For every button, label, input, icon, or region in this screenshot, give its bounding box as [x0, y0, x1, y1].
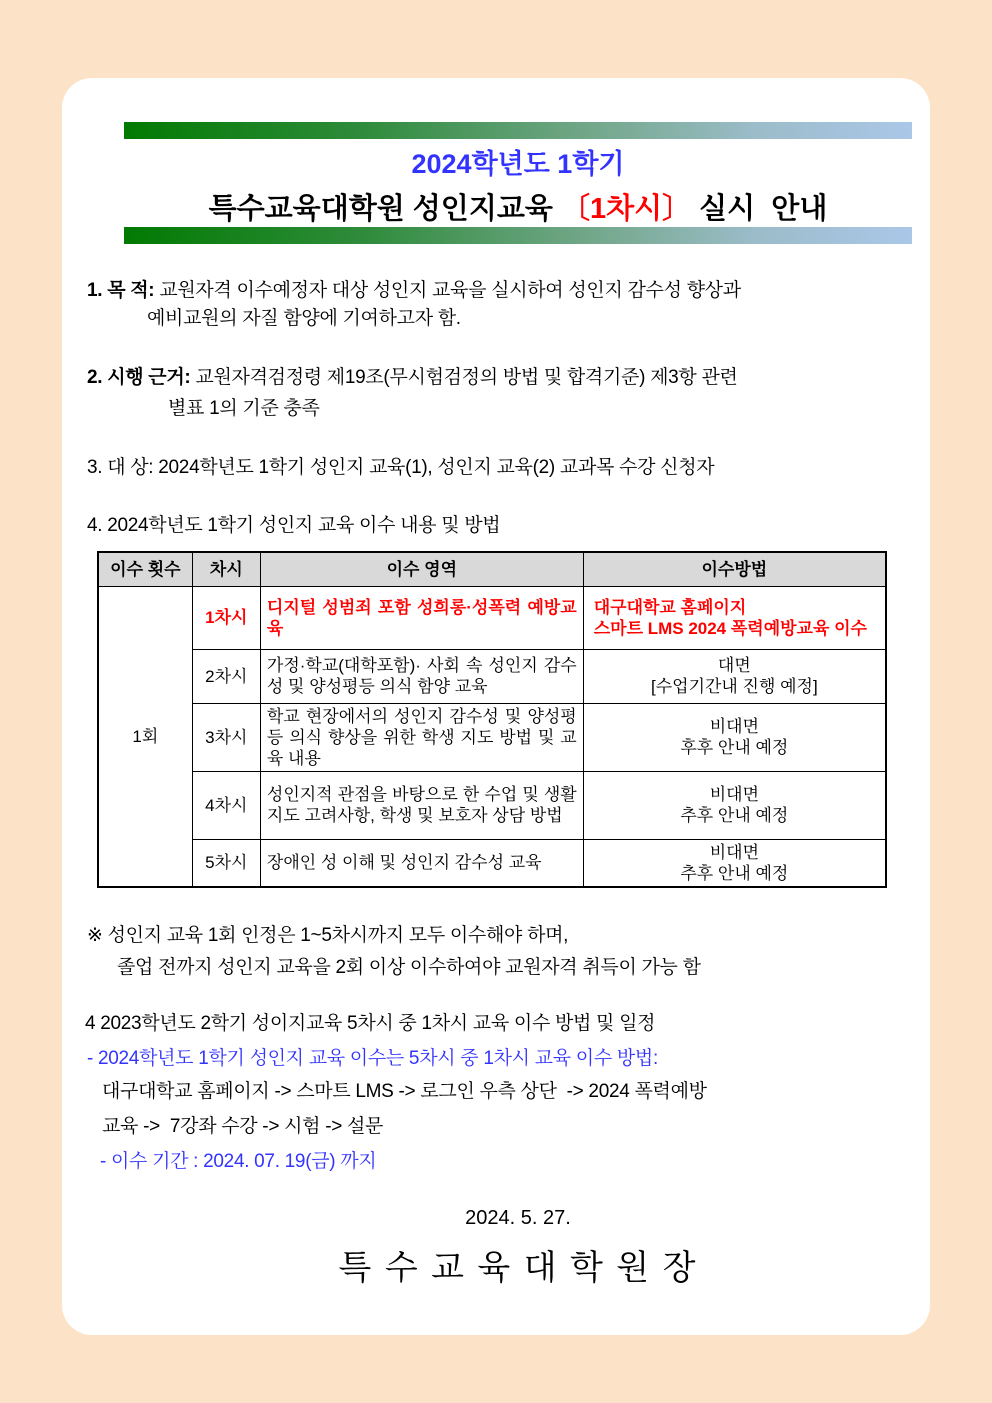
method-intro-line: - 2024학년도 1학기 성인지 교육 이수는 5차시 중 1차시 교육 이수 방법: [87, 1047, 658, 1069]
method-line-1: 대구대학교 홈페이지 [593, 597, 747, 617]
session-cell: 3차시 [192, 703, 260, 771]
purpose-line-2: 예비교원의 자질 함양에 기여하고자 함. [147, 308, 461, 329]
method-cell [583, 586, 886, 649]
table-row [98, 649, 886, 703]
method-cell [583, 703, 886, 771]
method-line-1: 비대면 [709, 717, 759, 736]
table-header-row [98, 552, 886, 586]
session-highlight: 〔1차시〕 [560, 193, 692, 225]
col-header-session: 차시 [192, 552, 260, 586]
method-line-1: 비대면 [709, 842, 759, 862]
session-cell: 4차시 [192, 771, 260, 839]
method-cell [583, 839, 886, 887]
method-cell [583, 771, 886, 839]
col-header-area: 이수 영역 [260, 552, 583, 586]
purpose-text: 교원자격 이수예정자 대상 성인지 교육을 실시하여 성인지 감수성 향상과 [154, 280, 741, 301]
count-cell: 1회 [98, 586, 192, 887]
method-line-2: 추후 안내 예정 [680, 806, 789, 825]
method-line-1: 비대면 [709, 785, 759, 804]
area-cell: 디지털 성범죄 포함 성희롱·성폭력 예방교육 [260, 586, 583, 649]
method-line-2: 추후 안내 예정 [680, 863, 789, 883]
target-line: 3. 대 상: 2024학년도 1학기 성인지 교육(1), 성인지 교육(2) 교과목 수강 신청자 [87, 457, 715, 478]
area-cell: 학교 현장에서의 성인지 감수성 및 양성평등 의식 향상을 위한 학생 지도 방법 및 교육 내용 [260, 703, 583, 771]
main-title-suffix: 실시 안내 [691, 193, 828, 225]
table-row [98, 586, 886, 649]
session-cell: 1차시 [192, 586, 260, 649]
purpose-label: 1. 목 적: [87, 280, 155, 301]
col-header-count: 이수 횟수 [98, 552, 192, 586]
main-title-prefix: 특수교육대학원 성인지교육 [208, 193, 561, 225]
table-row [98, 839, 886, 887]
col-header-method: 이수방법 [583, 552, 886, 586]
basis-label: 2. 시행 근거: [87, 367, 191, 388]
method-path-line-1: 대구대학교 홈페이지 -> 스마트 LMS -> 로그인 우측 상단 -> 2024 폭력예방 [102, 1080, 707, 1102]
basis-line-1 [87, 367, 900, 389]
main-title [124, 191, 912, 227]
completion-table [97, 551, 887, 888]
header-gradient-bar-bottom [124, 227, 912, 244]
basis-text: 교원자격검정령 제19조(무시험검정의 방법 및 합격기준) 제3항 관련 [190, 367, 738, 388]
section4-title: 4 2023학년도 2학기 성이지교육 5차시 중 1차시 교육 이수 방법 및 일정 [85, 1012, 656, 1034]
semester-title: 2024학년도 1학기 [411, 149, 625, 179]
content-method-line: 4. 2024학년도 1학기 성인지 교육 이수 내용 및 방법 [87, 515, 501, 536]
table-row [98, 771, 886, 839]
area-cell: 성인지적 관점을 바탕으로 한 수업 및 생활지도 고려사항, 학생 및 보호자 상담 방법 [260, 771, 583, 839]
area-cell: 가정·학교(대학포함)· 사회 속 성인지 감수성 및 양성평등 의식 함양 교육 [260, 649, 583, 703]
method-line-1: 대면 [717, 656, 751, 675]
method-line-2: 후후 안내 예정 [680, 738, 789, 757]
basis-line-2: 별표 1의 기준 충족 [168, 398, 320, 419]
method-cell [583, 649, 886, 703]
signature-title: 특 수 교 육 대 학 원 장 [338, 1248, 698, 1287]
note-line-1: ※ 성인지 교육 1회 인정은 1~5차시까지 모두 이수해야 하며, [87, 924, 569, 946]
deadline-line: - 이수 기간 : 2024. 07. 19(금) 까지 [100, 1150, 377, 1172]
document-date: 2024. 5. 27. [465, 1206, 571, 1229]
session-cell: 2차시 [192, 649, 260, 703]
area-cell: 장애인 성 이해 및 성인지 감수성 교육 [260, 839, 583, 887]
purpose-line-1 [87, 280, 900, 302]
method-path-line-2: 교육 -> 7강좌 수강 -> 시험 -> 설문 [102, 1115, 384, 1137]
note-line-2: 졸업 전까지 성인지 교육을 2회 이상 이수하여야 교원자격 취득이 가능 함 [117, 956, 701, 978]
document-card [62, 78, 930, 1335]
session-cell: 5차시 [192, 839, 260, 887]
table-row [98, 703, 886, 771]
header-gradient-bar-top [124, 122, 912, 139]
method-line-2: 스마트 LMS 2024 폭력예방교육 이수 [593, 618, 867, 638]
method-line-2: [수업기간내 진행 예정] [651, 677, 818, 696]
